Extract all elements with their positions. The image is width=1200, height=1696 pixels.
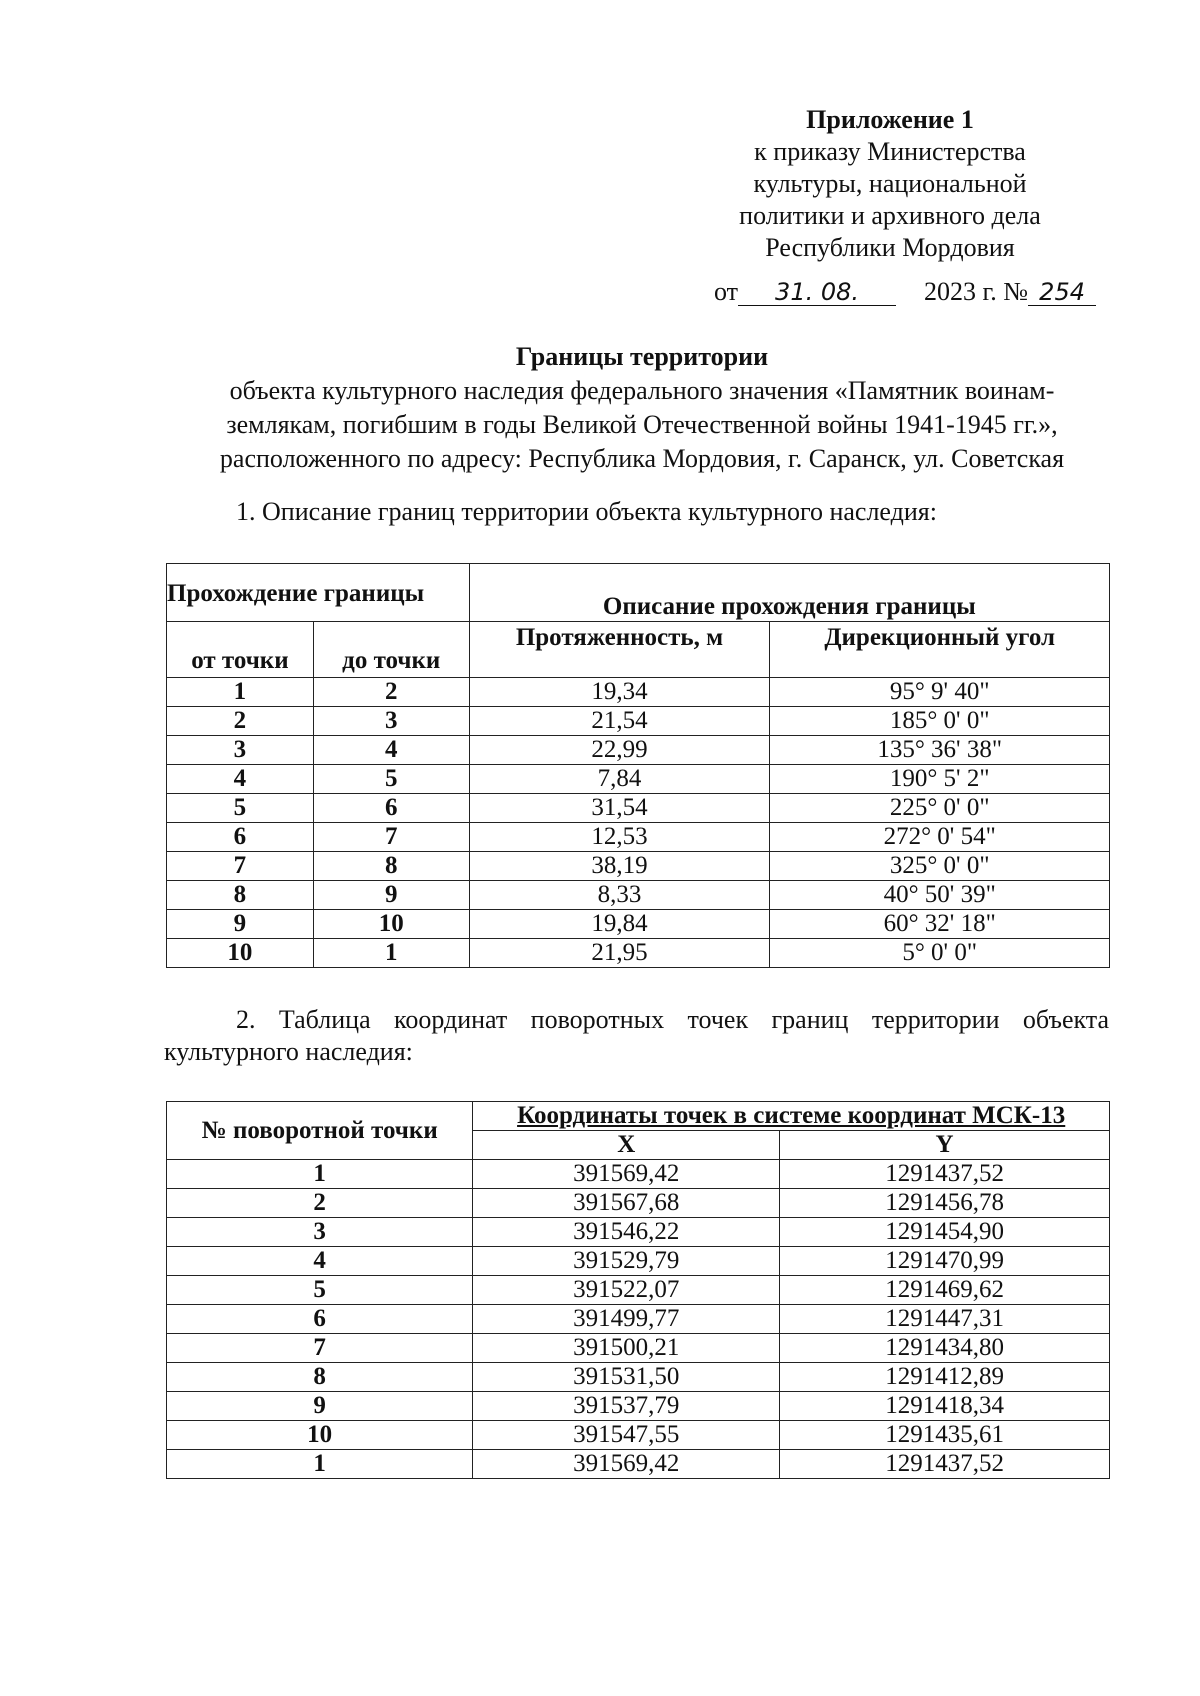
header-y: Y bbox=[780, 1131, 1110, 1160]
coord-y: 1291447,31 bbox=[780, 1305, 1110, 1334]
table-row bbox=[167, 1450, 1110, 1479]
from-point: 10 bbox=[167, 939, 314, 968]
point-number: 2 bbox=[167, 1189, 473, 1218]
point-number: 8 bbox=[167, 1363, 473, 1392]
header-to-point: до точки bbox=[313, 622, 469, 678]
coord-y: 1291435,61 bbox=[780, 1421, 1110, 1450]
header-length: Протяженность, м bbox=[469, 622, 770, 678]
table-row bbox=[167, 765, 1110, 794]
header-x: X bbox=[473, 1131, 780, 1160]
point-number: 1 bbox=[167, 1450, 473, 1479]
coordinates-table bbox=[166, 1101, 1110, 1479]
document-title bbox=[160, 340, 1124, 476]
table-row bbox=[167, 707, 1110, 736]
table-row bbox=[167, 1392, 1110, 1421]
length: 12,53 bbox=[469, 823, 770, 852]
angle: 272° 0' 54" bbox=[770, 823, 1110, 852]
to-point: 1 bbox=[313, 939, 469, 968]
from-point: 6 bbox=[167, 823, 314, 852]
from-point: 2 bbox=[167, 707, 314, 736]
length: 8,33 bbox=[469, 881, 770, 910]
from-point: 9 bbox=[167, 910, 314, 939]
coord-y: 1291470,99 bbox=[780, 1247, 1110, 1276]
length: 7,84 bbox=[469, 765, 770, 794]
table-row bbox=[167, 910, 1110, 939]
header-point-number: № поворотной точки bbox=[167, 1102, 473, 1160]
table-row bbox=[167, 794, 1110, 823]
table-row bbox=[167, 736, 1110, 765]
coord-x: 391529,79 bbox=[473, 1247, 780, 1276]
angle: 190° 5' 2" bbox=[770, 765, 1110, 794]
table-row bbox=[167, 1334, 1110, 1363]
coord-y: 1291418,34 bbox=[780, 1392, 1110, 1421]
table-row bbox=[167, 1189, 1110, 1218]
point-number: 10 bbox=[167, 1421, 473, 1450]
angle: 135° 36' 38" bbox=[770, 736, 1110, 765]
appendix-line: культуры, национальной bbox=[753, 169, 1027, 198]
appendix-header bbox=[690, 104, 1090, 264]
table-row bbox=[167, 1276, 1110, 1305]
angle: 225° 0' 0" bbox=[770, 794, 1110, 823]
from-point: 5 bbox=[167, 794, 314, 823]
from-point: 7 bbox=[167, 852, 314, 881]
length: 19,34 bbox=[469, 678, 770, 707]
table-row bbox=[167, 823, 1110, 852]
title-line: расположенного по адресу: Республика Мордовия, г. Саранск, ул. Советская bbox=[219, 444, 1065, 473]
table-row bbox=[167, 1247, 1110, 1276]
table-row bbox=[167, 852, 1110, 881]
length: 21,95 bbox=[469, 939, 770, 968]
table-row bbox=[167, 678, 1110, 707]
to-point: 2 bbox=[313, 678, 469, 707]
handwritten-number: 254 bbox=[1028, 279, 1096, 306]
point-number: 1 bbox=[167, 1160, 473, 1189]
to-point: 5 bbox=[313, 765, 469, 794]
table-row bbox=[167, 1160, 1110, 1189]
coord-x: 391547,55 bbox=[473, 1421, 780, 1450]
coord-x: 391567,68 bbox=[473, 1189, 780, 1218]
length: 22,99 bbox=[469, 736, 770, 765]
to-point: 10 bbox=[313, 910, 469, 939]
coord-y: 1291456,78 bbox=[780, 1189, 1110, 1218]
table-row bbox=[167, 939, 1110, 968]
appendix-line: Республики Мордовия bbox=[765, 233, 1015, 262]
appendix-line: политики и архивного дела bbox=[739, 201, 1041, 230]
coord-x: 391531,50 bbox=[473, 1363, 780, 1392]
from-point: 8 bbox=[167, 881, 314, 910]
angle: 40° 50' 39" bbox=[770, 881, 1110, 910]
point-number: 5 bbox=[167, 1276, 473, 1305]
angle: 185° 0' 0" bbox=[770, 707, 1110, 736]
coord-y: 1291454,90 bbox=[780, 1218, 1110, 1247]
coord-y: 1291412,89 bbox=[780, 1363, 1110, 1392]
header-angle: Дирекционный угол bbox=[770, 622, 1110, 678]
table-row bbox=[167, 1305, 1110, 1334]
coord-x: 391499,77 bbox=[473, 1305, 780, 1334]
coord-x: 391546,22 bbox=[473, 1218, 780, 1247]
to-point: 3 bbox=[313, 707, 469, 736]
point-number: 9 bbox=[167, 1392, 473, 1421]
header-boundary-passage: Прохождение границы bbox=[167, 564, 470, 622]
title-line: землякам, погибшим в годы Великой Отечественной войны 1941-1945 гг.», bbox=[226, 410, 1058, 439]
point-number: 6 bbox=[167, 1305, 473, 1334]
appendix-line: к приказу Министерства bbox=[754, 137, 1026, 166]
header-coordinates: Координаты точек в системе координат МСК-13 bbox=[473, 1102, 1110, 1131]
section1-heading: 1. Описание границ территории объекта культурного наследия: bbox=[236, 497, 937, 526]
length: 21,54 bbox=[469, 707, 770, 736]
coord-x: 391522,07 bbox=[473, 1276, 780, 1305]
coord-y: 1291437,52 bbox=[780, 1160, 1110, 1189]
to-point: 4 bbox=[313, 736, 469, 765]
title-heading: Границы территории bbox=[515, 342, 769, 371]
coord-x: 391569,42 bbox=[473, 1450, 780, 1479]
coord-y: 1291437,52 bbox=[780, 1450, 1110, 1479]
angle: 60° 32' 18" bbox=[770, 910, 1110, 939]
point-number: 4 bbox=[167, 1247, 473, 1276]
to-point: 7 bbox=[313, 823, 469, 852]
header-boundary-description: Описание прохождения границы bbox=[469, 564, 1109, 622]
to-point: 6 bbox=[313, 794, 469, 823]
to-point: 9 bbox=[313, 881, 469, 910]
handwritten-date: 31. 08. bbox=[738, 279, 896, 306]
coord-x: 391569,42 bbox=[473, 1160, 780, 1189]
angle: 325° 0' 0" bbox=[770, 852, 1110, 881]
point-number: 7 bbox=[167, 1334, 473, 1363]
coord-y: 1291469,62 bbox=[780, 1276, 1110, 1305]
to-point: 8 bbox=[313, 852, 469, 881]
angle: 5° 0' 0" bbox=[770, 939, 1110, 968]
angle: 95° 9' 40" bbox=[770, 678, 1110, 707]
table-row bbox=[167, 1363, 1110, 1392]
coord-x: 391537,79 bbox=[473, 1392, 780, 1421]
order-line bbox=[714, 276, 1096, 308]
table-row bbox=[167, 1421, 1110, 1450]
from-point: 4 bbox=[167, 765, 314, 794]
point-number: 3 bbox=[167, 1218, 473, 1247]
from-point: 3 bbox=[167, 736, 314, 765]
section2-heading: 2. Таблица координат поворотных точек границ территории объекта культурного наследия: bbox=[164, 1005, 1109, 1066]
order-year: 2023 г. № bbox=[924, 277, 1029, 306]
length: 31,54 bbox=[469, 794, 770, 823]
title-line: объекта культурного наследия федерального значения «Памятник воинам- bbox=[229, 376, 1055, 405]
length: 19,84 bbox=[469, 910, 770, 939]
length: 38,19 bbox=[469, 852, 770, 881]
order-prefix: от bbox=[714, 277, 739, 306]
table-row bbox=[167, 1218, 1110, 1247]
table-row bbox=[167, 881, 1110, 910]
coord-x: 391500,21 bbox=[473, 1334, 780, 1363]
appendix-title: Приложение 1 bbox=[806, 105, 974, 134]
header-from-point: от точки bbox=[167, 622, 314, 678]
boundary-description-table bbox=[166, 563, 1110, 968]
coord-y: 1291434,80 bbox=[780, 1334, 1110, 1363]
from-point: 1 bbox=[167, 678, 314, 707]
